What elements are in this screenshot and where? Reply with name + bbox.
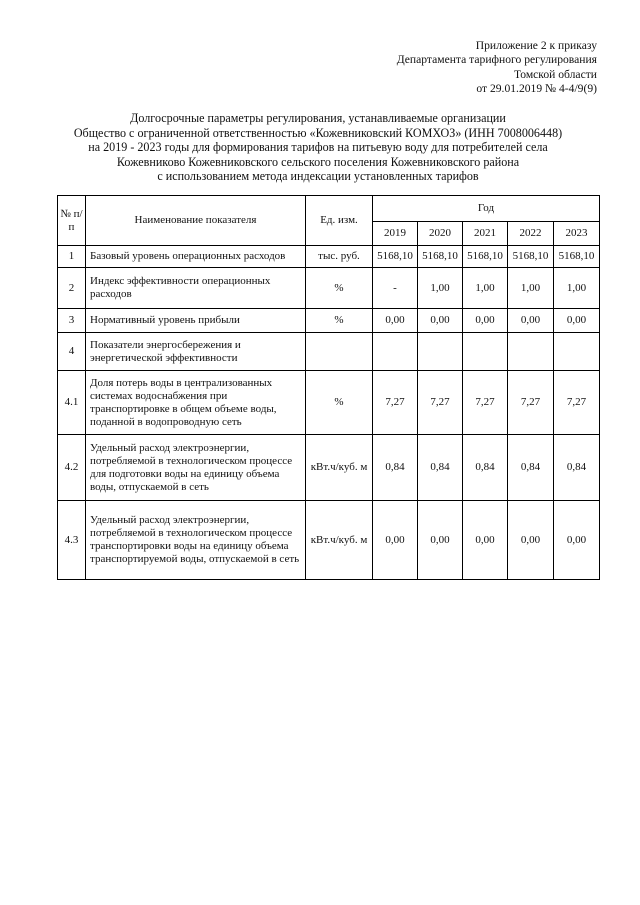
- row-value: 7,27: [554, 371, 600, 435]
- row-name: Доля потерь воды в централизованных системах водоснабжения при транспортировке в общем объеме воды, поданной в водопроводную сеть: [86, 371, 306, 435]
- title-line: с использованием метода индексации установленных тарифов: [157, 169, 479, 183]
- title-line: Долгосрочные параметры регулирования, устанавливаемые организации: [130, 111, 506, 125]
- row-no: 1: [58, 246, 86, 268]
- row-unit: %: [306, 268, 373, 309]
- header-year: 2020: [418, 222, 463, 246]
- header-unit: Ед. изм.: [306, 196, 373, 246]
- row-no: 3: [58, 309, 86, 333]
- row-unit: кВт.ч/куб. м: [306, 501, 373, 580]
- document-title: [30, 111, 606, 184]
- header-year-group: Год: [373, 196, 600, 222]
- row-unit: тыс. руб.: [306, 246, 373, 268]
- header-year: 2019: [373, 222, 418, 246]
- table-row: [58, 309, 600, 333]
- row-value: 5168,10: [554, 246, 600, 268]
- row-value: 0,84: [463, 435, 508, 501]
- row-value: 5168,10: [418, 246, 463, 268]
- table-row: [58, 333, 600, 371]
- row-value: [508, 333, 554, 371]
- annex-line: Департамента тарифного регулирования: [396, 53, 597, 67]
- row-value: 0,00: [554, 501, 600, 580]
- row-value: 0,00: [463, 501, 508, 580]
- row-value: 5168,10: [508, 246, 554, 268]
- row-name: Базовый уровень операционных расходов: [86, 246, 306, 268]
- annex-line: Томской области: [514, 67, 597, 81]
- title-line: на 2019 - 2023 годы для формирования тарифов на питьевую воду для потребителей села: [88, 140, 548, 154]
- row-value: 0,00: [418, 309, 463, 333]
- row-no: 4.3: [58, 501, 86, 580]
- header-year: 2023: [554, 222, 600, 246]
- row-value: 0,84: [508, 435, 554, 501]
- header-year: 2021: [463, 222, 508, 246]
- header-year: 2022: [508, 222, 554, 246]
- row-value: 1,00: [508, 268, 554, 309]
- table-row: [58, 246, 600, 268]
- row-value: 0,00: [463, 309, 508, 333]
- row-value: [418, 333, 463, 371]
- row-value: 1,00: [418, 268, 463, 309]
- table-row: [58, 371, 600, 435]
- row-name: Индекс эффективности операционных расходов: [86, 268, 306, 309]
- row-name: Удельный расход электроэнергии, потребляемой в технологическом процессе для подготовки воды на единицу объема воды, отпускаемой в сеть: [86, 435, 306, 501]
- title-line: Кожевниково Кожевниковского сельского поселения Кожевниковского района: [116, 154, 520, 169]
- row-name: Удельный расход электроэнергии, потребляемой в технологическом процессе транспортировки воды на единицу объема транспортируемой воды, отпускаемой в сеть: [86, 501, 306, 580]
- row-no: 2: [58, 268, 86, 309]
- row-value: -: [373, 268, 418, 309]
- row-unit: %: [306, 309, 373, 333]
- row-unit: %: [306, 371, 373, 435]
- row-value: [373, 333, 418, 371]
- row-value: 0,00: [554, 309, 600, 333]
- row-value: 7,27: [373, 371, 418, 435]
- header-row: [58, 196, 600, 222]
- table-row: [58, 501, 600, 580]
- annex-reference: [397, 39, 597, 96]
- row-unit: кВт.ч/куб. м: [306, 435, 373, 501]
- row-value: [554, 333, 600, 371]
- row-value: 0,84: [554, 435, 600, 501]
- table-row: [58, 435, 600, 501]
- parameters-table: [57, 195, 600, 580]
- row-unit: [306, 333, 373, 371]
- header-name: Наименование показателя: [86, 196, 306, 246]
- row-value: 1,00: [554, 268, 600, 309]
- row-value: 0,84: [418, 435, 463, 501]
- row-value: 0,00: [373, 309, 418, 333]
- row-name: Нормативный уровень прибыли: [86, 309, 306, 333]
- row-value: 1,00: [463, 268, 508, 309]
- row-value: 5168,10: [463, 246, 508, 268]
- table-row: [58, 268, 600, 309]
- title-line: Общество с ограниченной ответственностью «Кожевниковский КОМХОЗ» (ИНН 7008006448): [73, 125, 563, 140]
- row-value: 7,27: [463, 371, 508, 435]
- row-value: 0,00: [508, 501, 554, 580]
- row-value: 7,27: [418, 371, 463, 435]
- row-no: 4.2: [58, 435, 86, 501]
- annex-line: от 29.01.2019 № 4-4/9(9): [476, 81, 597, 95]
- row-name: Показатели энергосбережения и энергетической эффективности: [86, 333, 306, 371]
- row-value: 5168,10: [373, 246, 418, 268]
- row-value: 0,84: [373, 435, 418, 501]
- row-no: 4: [58, 333, 86, 371]
- row-no: 4.1: [58, 371, 86, 435]
- header-no: № п/п: [58, 196, 86, 246]
- row-value: [463, 333, 508, 371]
- row-value: 7,27: [508, 371, 554, 435]
- annex-line: Приложение 2 к приказу: [475, 39, 597, 52]
- row-value: 0,00: [508, 309, 554, 333]
- row-value: 0,00: [373, 501, 418, 580]
- row-value: 0,00: [418, 501, 463, 580]
